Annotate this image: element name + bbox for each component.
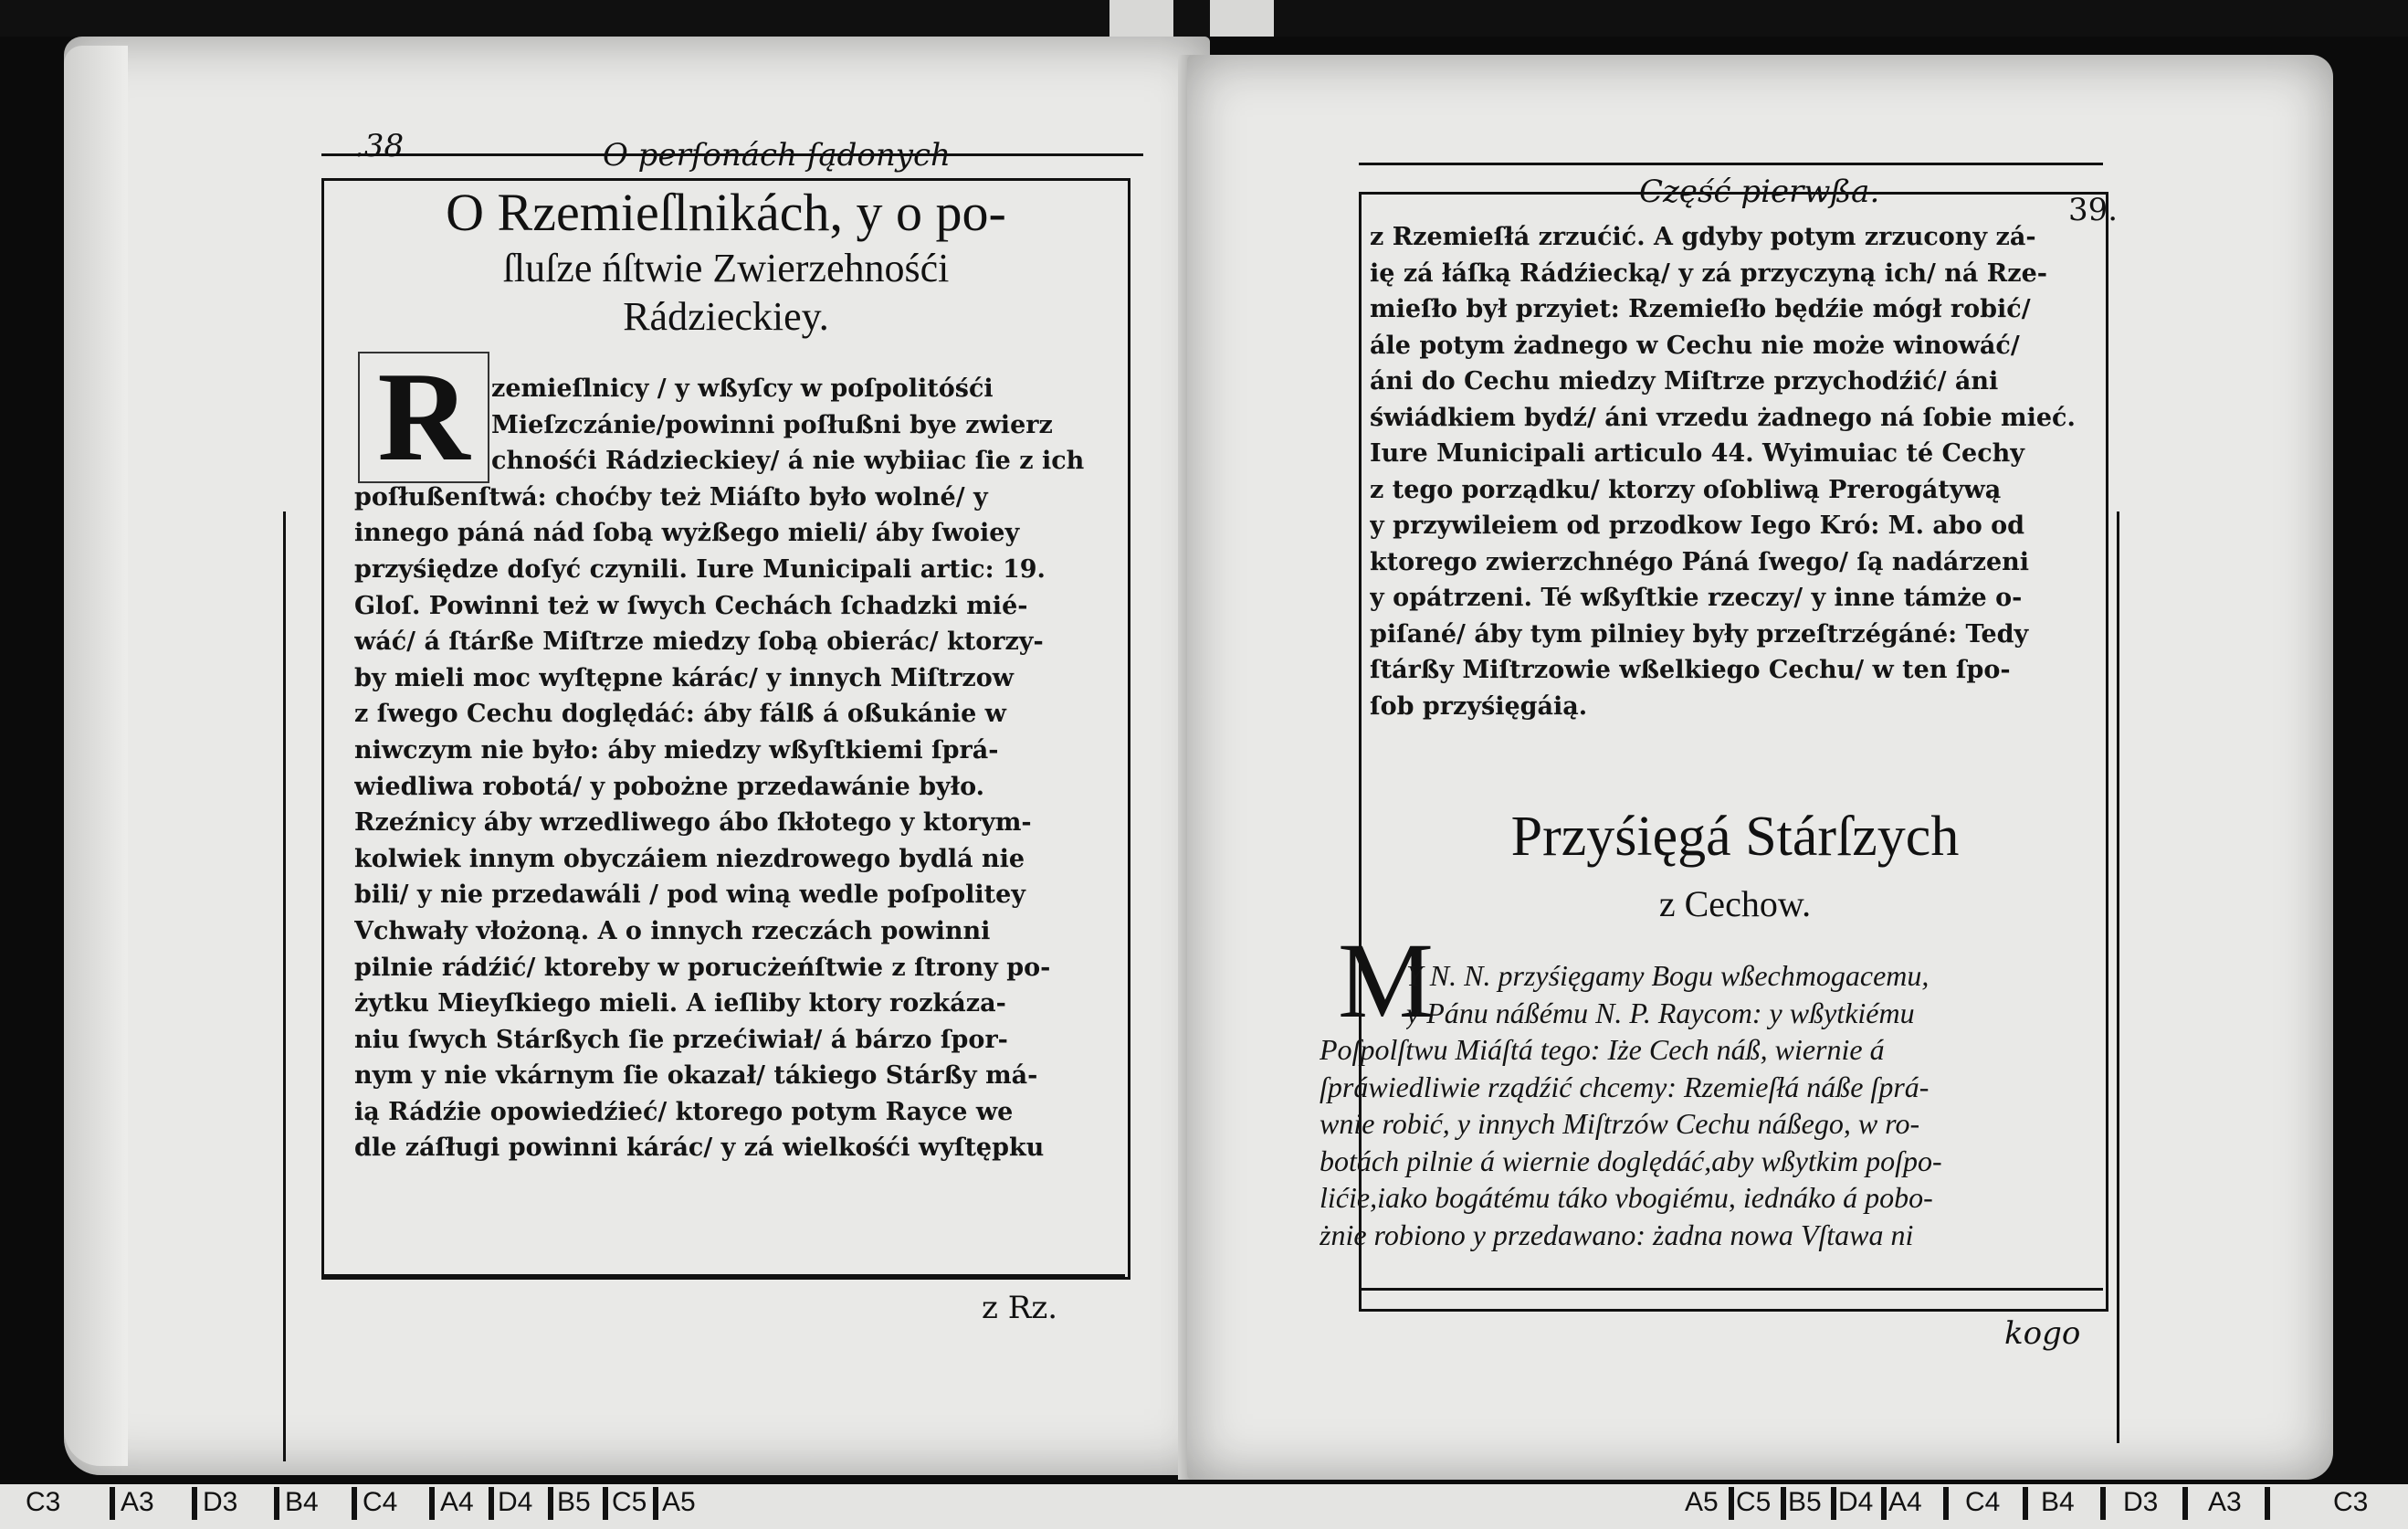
right-outer-rule [2117, 511, 2119, 1443]
left-body-line: Gloſ. Powinni też w ſwych Cechách ſchadzki mié- [354, 591, 1028, 620]
target-label-left: D4 [498, 1487, 533, 1517]
target-bar [2023, 1487, 2028, 1520]
target-bar [274, 1487, 279, 1520]
left-body-line: kolwiek innym obyczáiem niezdrowego bydlá nie [354, 844, 1025, 873]
left-body-line: z ſwego Cechu doględáć: áby fálß á oßukánie w [354, 700, 1006, 729]
oath-line: wnie robić, y innych Miſtrzów Cechu náßego, w ro- [1320, 1107, 1920, 1140]
left-body-text [354, 371, 1108, 1166]
target-label-right: B5 [1788, 1487, 1822, 1517]
oath-text [1320, 957, 2087, 1253]
left-page-number: .38 [354, 128, 405, 164]
target-bar [1831, 1487, 1836, 1520]
right-catchword: kogo [2004, 1315, 2081, 1352]
target-bar [2265, 1487, 2270, 1520]
right-body-line: Iure Municipali articulo 44. Wyimuiac té Cechy [1370, 439, 2024, 468]
target-bar [192, 1487, 197, 1520]
left-body-line: wáć/ á ſtárße Miſtrze miedzy ſobą obierác/ ktorzy- [354, 627, 1044, 657]
target-label-right: A3 [2208, 1487, 2242, 1517]
target-label-right: D3 [2123, 1487, 2159, 1517]
right-body-line: y opátrzeni. Té wßyſtkie rzeczy/ y inne támże o- [1370, 584, 2023, 612]
target-label-right: C3 [2333, 1487, 2369, 1517]
left-body-line: niwczym nie było: áby miedzy wßyſtkiemi ſprá- [354, 735, 999, 764]
target-bar [2182, 1487, 2188, 1520]
right-body-line: z Rzemieſłá zrzućić. A gdyby potym zrzucony zá- [1370, 223, 2036, 251]
target-label-left: B5 [557, 1487, 591, 1517]
right-page-number: 39. [2068, 192, 2119, 228]
target-bar [1881, 1487, 1887, 1520]
left-page-binding-edge [64, 46, 128, 1466]
oath-title: Przyśięgá Stárſzych [1510, 806, 1960, 868]
right-body-line: ię zá łáſką Rádźiecką/ y zá przyczyną ich/ ná Rze- [1370, 258, 2047, 288]
target-label-right: C4 [1965, 1487, 2001, 1517]
left-body-line: ią Rádźie opowiedźieć/ ktorego potym Rayce we [354, 1097, 1014, 1126]
left-outer-rule [283, 511, 286, 1461]
left-body-line: przyśiędze doſyć czynili. Iure Municipali artic: 19. [354, 554, 1046, 584]
left-body-line: nym y nie vkárnym ſie okazał/ tákiego Stárßy má- [354, 1061, 1038, 1091]
left-running-head: O perſonách ſądonych [603, 137, 951, 174]
target-label-left: A3 [121, 1487, 154, 1517]
right-body-line: z tego porządku/ ktorzy oſobliwą Prerogátywą [1370, 475, 2002, 504]
target-bar [548, 1487, 553, 1520]
left-body-line: poſłußenſtwá: choćby też Miáſto było wolné/ y [354, 482, 988, 511]
target-bar [2100, 1487, 2106, 1520]
right-body-line: ktorego zwierzchnégo Páná ſwego/ ſą nadárzeni [1370, 547, 2030, 576]
left-body-line: by mieli moc wyſtępne kárác/ y innych Miſtrzow [354, 663, 1015, 692]
target-label-left: C4 [363, 1487, 398, 1517]
target-label-left: B4 [285, 1487, 319, 1517]
right-body-line: y przywileiem od przodkow Iego Kró: M. abo od [1370, 511, 2025, 540]
left-body-line: dle záſługi powinni kárác/ y zá wielkośći wyſtępku [354, 1134, 1045, 1163]
left-body-line: niu ſwych Stárßych ſie przećiwiał/ á bárzo ſpor- [354, 1025, 1008, 1054]
right-body-line: ſob przyśięgáią. [1370, 691, 1588, 721]
right-body-line: mieſło był przyiet: Rzemieſło będźie mógł robić/ [1370, 295, 2031, 323]
right-running-head: Część pierwßa. [1639, 174, 1880, 210]
left-title-line-2: ſluſze ńſtwie Zwierzehnośći [502, 246, 950, 290]
oath-dropcap: M [1338, 921, 1434, 1040]
oath-line: Y N. N. przyśięgamy Bogu wßechmogacemu, [1406, 959, 1930, 992]
left-body-line: Mieſzczánie/powinni poſłußni bye zwierz [491, 410, 1053, 439]
oath-line: lićie,iako bogátému táko vbogiému, iednáko á pobo- [1320, 1181, 1933, 1214]
target-bar [429, 1487, 435, 1520]
target-bar [1943, 1487, 1949, 1520]
target-label-left: C3 [26, 1487, 61, 1517]
target-label-left: D3 [203, 1487, 238, 1517]
right-body-text [1370, 219, 2100, 724]
left-title-line-1: O Rzemieſlnikách, y o po- [446, 183, 1006, 242]
left-chapter-title [329, 183, 1123, 340]
target-label-left: A5 [662, 1487, 696, 1517]
left-body-line: bili/ y nie przedawáli / pod winą wedle poſpolitey [354, 880, 1025, 910]
left-body-line: żytku Mieyſkiego mieli. A ieſliby ktory rozkáza- [354, 989, 1006, 1018]
target-bar [110, 1487, 115, 1520]
right-body-line: ſtárßy Miſtrzowie wßelkiego Cechu/ w ten ſpo- [1370, 656, 2011, 684]
oath-line: Poſpolſtwu Miáſtá tego: Iże Cech náß, wiernie á [1320, 1033, 1885, 1066]
left-body-line: chnośći Rádzieckiey/ á nie wybiiac ſie z ich [491, 447, 1085, 476]
oath-line: ſpráwiedliwie rządźić chcemy: Rzemieſłá náße ſprá- [1320, 1070, 1930, 1103]
scan-background-top [0, 0, 2408, 37]
oath-line: żnie robiono y przedawano: żadna nowa Vſtawa ni [1320, 1218, 1914, 1251]
target-label-right: B4 [2041, 1487, 2075, 1517]
left-body-line: Vchwały vłożoną. A o innych rzeczách powinni [354, 916, 991, 945]
target-label-right: C5 [1736, 1487, 1772, 1517]
left-body-line: zemieſlnicy / y wßyſcy w poſpolitóśći [491, 374, 994, 403]
right-body-line: áni do Cechu miedzy Miſtrze przychodźić/ áni [1370, 367, 1999, 395]
target-label-right: A4 [1888, 1487, 1922, 1517]
target-bar [1729, 1487, 1734, 1520]
oath-subtitle: z Cechow. [1658, 883, 1812, 924]
target-bar [1781, 1487, 1786, 1520]
target-bar [603, 1487, 608, 1520]
left-dropcap: R [358, 352, 489, 483]
oath-line: botách pilnie á wiernie doględáć,aby wßytkim poſpo- [1320, 1144, 1942, 1177]
target-bar [352, 1487, 357, 1520]
target-label-left: C5 [612, 1487, 647, 1517]
left-catchword: z Rz. [982, 1290, 1058, 1326]
oath-line: y Pánu náßému N. P. Raycom: y wßytkiému [1406, 996, 1915, 1029]
right-body-line: ále potym żadnego w Cechu nie może winowáć/ [1370, 331, 2020, 360]
left-body-line: pilnie rádźić/ ktoreby w porucżeńſtwie z ſtrony po- [354, 953, 1051, 982]
right-bottom-rule [1359, 1288, 2103, 1291]
target-label-right: D4 [1838, 1487, 1874, 1517]
right-header-rule [1359, 163, 2103, 165]
scan-marker-top-right [1210, 0, 1274, 37]
target-bar [653, 1487, 658, 1520]
target-label-left: A4 [440, 1487, 474, 1517]
left-body-line: Rzeźnicy áby wrzedliwego ábo ſkłotego y ktorym- [354, 808, 1032, 838]
right-body-line: świádkiem bydź/ áni vrzedu żadnego ná ſobie mieć. [1370, 403, 2076, 432]
left-title-line-3: Rádzieckiey. [623, 294, 829, 339]
right-body-line: piſané/ áby tym pilniey były przeſtrzégáné: Tedy [1370, 619, 2029, 649]
left-body-line: innego páná nád ſobą wyżßego mieli/ áby ſwoiey [354, 519, 1020, 548]
scan-marker-top-left [1109, 0, 1173, 37]
left-body-line: wiedliwa robotá/ y pobożne przedawánie było. [354, 772, 985, 801]
left-bottom-rule [321, 1274, 1125, 1277]
target-label-right: A5 [1685, 1487, 1719, 1517]
target-bar [489, 1487, 494, 1520]
